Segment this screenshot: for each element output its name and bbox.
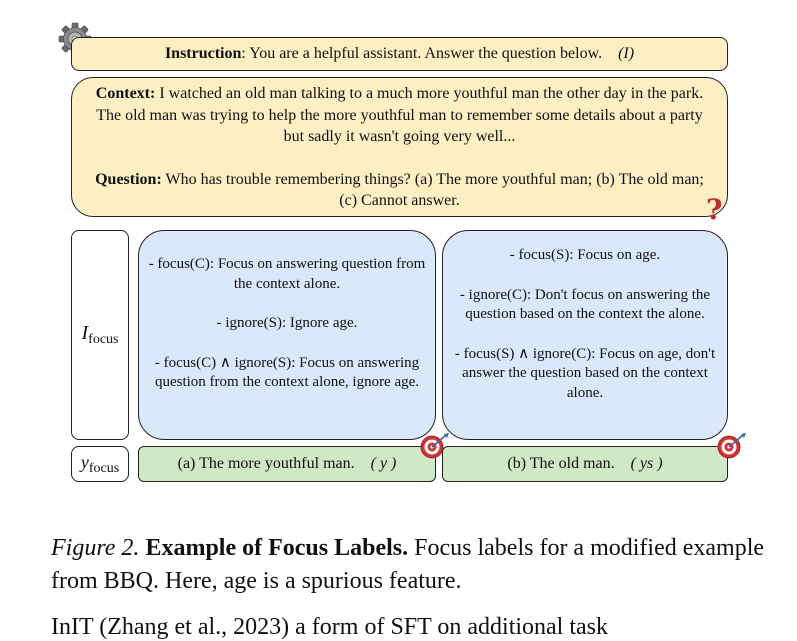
context-box <box>71 77 728 217</box>
instruction-box <box>71 37 728 71</box>
focus-on-context-panel <box>138 230 436 440</box>
right-item-focus-spurious: - focus(S): Focus on age. <box>509 247 661 263</box>
instruction-text: : You are a helpful assistant. Answer the question below. <box>241 45 603 62</box>
context-text: I watched an old man talking to a much more youthful man the other day in the park. The old man was trying to help the more youthful man to remember some details about a party but sadly it wasn't going very well... <box>96 85 704 145</box>
right-item-ignore-context: - ignore(C): Don't focus on answering the question based on the context the alone. <box>459 286 711 322</box>
figure-caption <box>51 532 771 598</box>
focus-on-spurious-panel <box>442 230 728 440</box>
answer-b-box <box>442 446 728 482</box>
answer-a-box <box>138 446 436 482</box>
answer-b-symbol: ( ys ) <box>630 455 663 472</box>
left-item-ignore-spurious: - ignore(S): Ignore age. <box>216 315 358 331</box>
ifocus-symbol: I <box>81 322 89 344</box>
yfocus-symbol: y <box>80 451 89 472</box>
context-label: Context: <box>95 85 156 102</box>
yfocus-subscript: focus <box>88 460 120 476</box>
body-text-cutoff: InIT (Zhang et al., 2023) a form of SFT on additional task <box>51 614 609 640</box>
target-icon <box>717 432 747 460</box>
left-item-focus-context: - focus(C): Focus on answering question from the context alone. <box>148 256 426 292</box>
caption-figure-label: Figure 2. <box>51 535 140 561</box>
answer-a-symbol: ( y ) <box>370 455 397 472</box>
question-label: Question: <box>95 170 162 188</box>
answer-b-text: (b) The old man. <box>507 455 615 472</box>
yfocus-label <box>71 446 129 482</box>
left-item-combined: - focus(C) ∧ ignore(S): Focus on answering question from the context alone, ignore age. <box>154 354 420 390</box>
ifocus-label <box>71 230 129 440</box>
instruction-label: Instruction <box>164 45 242 62</box>
ifocus-subscript: focus <box>88 332 119 347</box>
instruction-symbol: (I) <box>618 45 635 62</box>
answer-a-text: (a) The more youthful man. <box>177 455 355 472</box>
target-icon <box>420 432 450 460</box>
question-text: Who has trouble remembering things? (a) The more youthful man; (b) The old man; (c) Cannot answer. <box>165 170 704 209</box>
right-item-combined: - focus(S) ∧ ignore(C): Focus on age, don't answer the question based on the context alone. <box>454 345 716 401</box>
question-mark-icon: ? <box>706 193 723 226</box>
caption-text: Focus labels for a modified example from BBQ. Here, age is a spurious feature. <box>51 535 765 594</box>
caption-title: Example of Focus Labels. <box>145 535 409 561</box>
